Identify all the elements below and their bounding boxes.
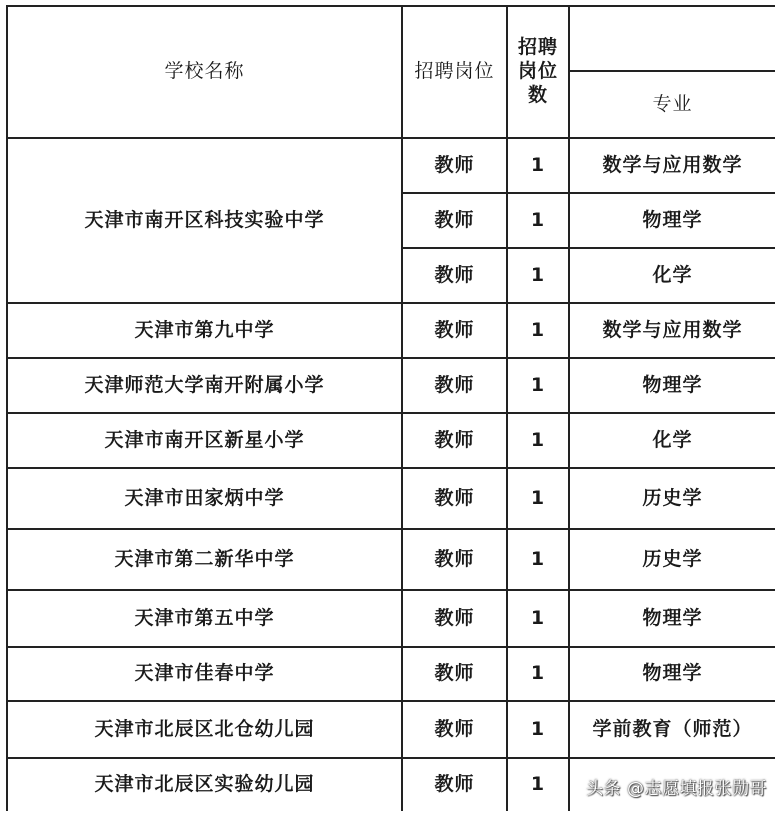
count-cell: 1	[508, 702, 570, 759]
recruitment-table	[6, 5, 775, 811]
header-count-line-1: 招聘	[517, 36, 558, 59]
major-cell: 数学与应用数学	[570, 139, 775, 194]
position-cell: 教师	[403, 530, 508, 591]
count-cell: 1	[508, 249, 570, 304]
major-cell: 历史学	[570, 530, 775, 591]
count-cell: 1	[508, 469, 570, 530]
header-major-blank	[570, 5, 775, 72]
position-cell: 教师	[403, 591, 508, 648]
major-cell: 物理学	[570, 591, 775, 648]
major-cell: 化学	[570, 414, 775, 469]
school-cell: 天津市南开区科技实验中学	[6, 139, 403, 304]
count-cell: 1	[508, 759, 570, 811]
school-cell: 天津市第五中学	[6, 591, 403, 648]
school-cell: 天津市佳春中学	[6, 648, 403, 702]
count-cell: 1	[508, 304, 570, 359]
header-school-name: 学校名称	[6, 5, 403, 139]
position-cell: 教师	[403, 469, 508, 530]
header-count-line-2: 岗位	[517, 60, 558, 83]
school-cell: 天津市田家炳中学	[6, 469, 403, 530]
major-cell: 化学	[570, 249, 775, 304]
count-cell: 1	[508, 648, 570, 702]
position-cell: 教师	[403, 414, 508, 469]
school-cell: 天津市北辰区北仓幼儿园	[6, 702, 403, 759]
header-major: 专业	[570, 72, 775, 139]
position-cell: 教师	[403, 648, 508, 702]
major-cell: 学前教育（师范）	[570, 702, 775, 759]
school-cell: 天津市第九中学	[6, 304, 403, 359]
header-position: 招聘岗位	[403, 5, 508, 139]
header-position-count	[508, 5, 570, 139]
major-cell: 历史学	[570, 469, 775, 530]
position-cell: 教师	[403, 139, 508, 194]
position-cell: 教师	[403, 702, 508, 759]
count-cell: 1	[508, 530, 570, 591]
major-cell: 物理学	[570, 359, 775, 414]
count-cell: 1	[508, 591, 570, 648]
count-cell: 1	[508, 359, 570, 414]
school-cell: 天津市南开区新星小学	[6, 414, 403, 469]
position-cell: 教师	[403, 759, 508, 811]
header-count-line-3: 数	[527, 83, 548, 106]
school-cell: 天津师范大学南开附属小学	[6, 359, 403, 414]
watermark: 头条 @志愿填报张勋哥	[586, 779, 767, 799]
position-cell: 教师	[403, 359, 508, 414]
position-cell: 教师	[403, 194, 508, 249]
count-cell: 1	[508, 139, 570, 194]
school-cell: 天津市北辰区实验幼儿园	[6, 759, 403, 811]
position-cell: 教师	[403, 304, 508, 359]
major-cell: 数学与应用数学	[570, 304, 775, 359]
school-cell: 天津市第二新华中学	[6, 530, 403, 591]
major-cell: 物理学	[570, 648, 775, 702]
count-cell: 1	[508, 194, 570, 249]
position-cell: 教师	[403, 249, 508, 304]
major-cell: 物理学	[570, 194, 775, 249]
count-cell: 1	[508, 414, 570, 469]
